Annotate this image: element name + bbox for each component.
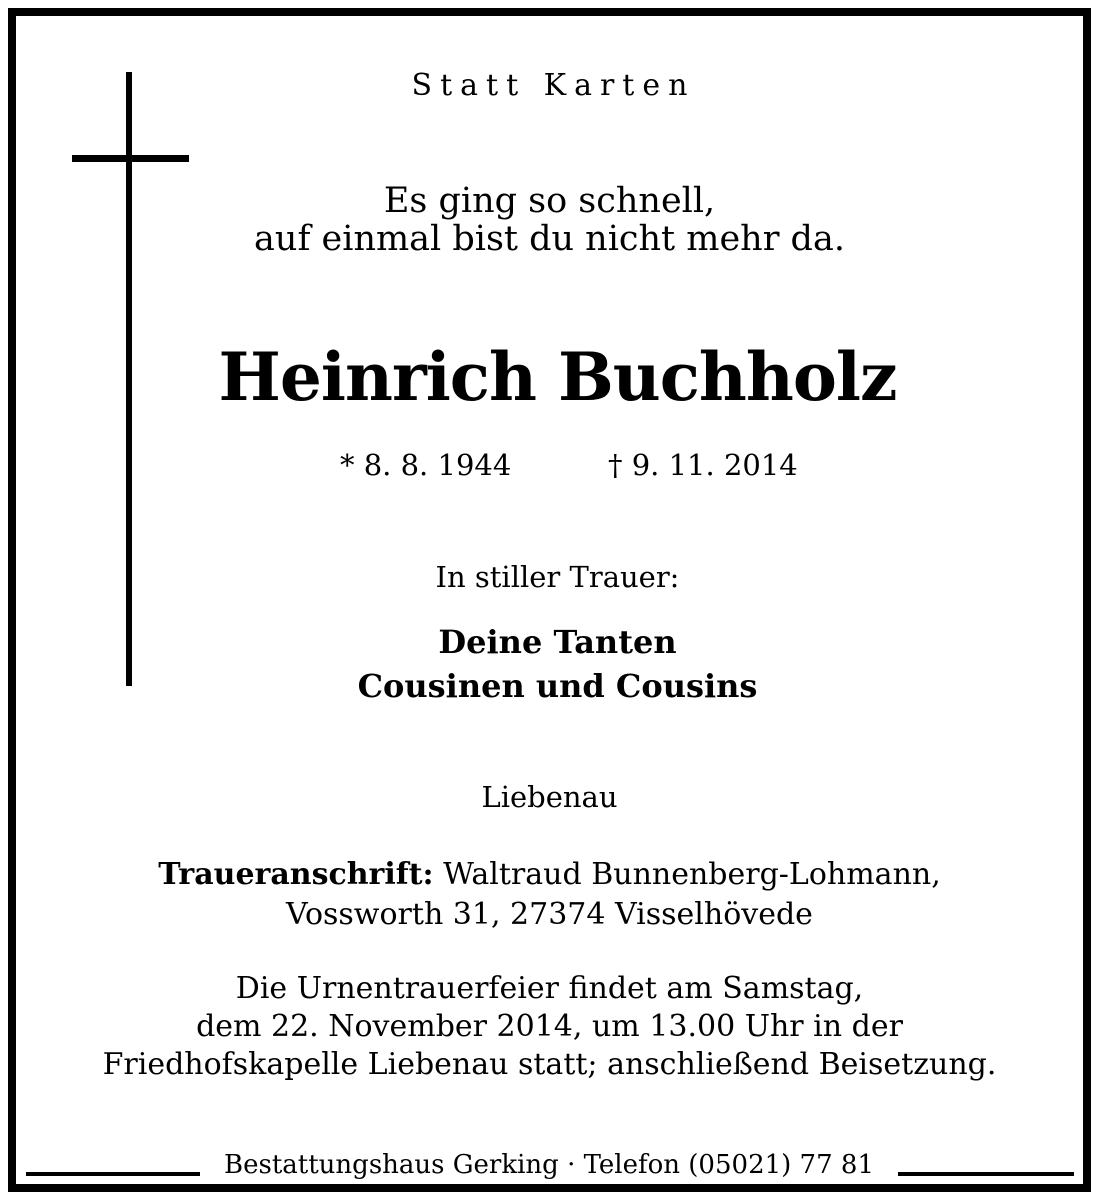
notice-heading: Statt Karten (411, 68, 696, 103)
footer-rule-left (26, 1172, 200, 1176)
mourner-item: Cousinen und Cousins (357, 667, 758, 705)
motto-line-1: Es ging so schnell, (383, 181, 716, 221)
address-recipient: Waltraud Bunnenberg-Lohmann, (443, 857, 941, 892)
mourners-list (48, 620, 1067, 708)
address-line-1 (40, 855, 1059, 895)
motto (40, 182, 1059, 258)
mourning-intro: In stiller Trauer: (435, 560, 680, 594)
birth-date: * 8. 8. 1944 (340, 448, 512, 482)
cross-icon-horizontal-bar (72, 155, 189, 162)
ceremony-line-1: Die Urnentrauerfeier findet am Samstag, (235, 971, 864, 1006)
deceased-name: Heinrich Buchholz (218, 338, 897, 416)
place: Liebenau (481, 780, 618, 814)
ceremony-line-3: Friedhofskapelle Liebenau statt; anschließend Beisetzung. (102, 1047, 997, 1082)
address-label: Traueranschrift: (158, 857, 434, 892)
mourner-item: Deine Tanten (438, 623, 677, 661)
ceremony-info (40, 970, 1059, 1084)
ceremony-line-2: dem 22. November 2014, um 13.00 Uhr in der (196, 1009, 903, 1044)
funeral-home-footer: Bestattungshaus Gerking · Telefon (05021) 77 81 (224, 1150, 874, 1180)
address-line-2: Vossworth 31, 27374 Visselhövede (286, 897, 813, 932)
death-date: † 9. 11. 2014 (608, 448, 798, 482)
footer-rule-right (898, 1172, 1074, 1176)
mourning-address (40, 855, 1059, 935)
motto-line-2: auf einmal bist du nicht mehr da. (254, 219, 845, 259)
